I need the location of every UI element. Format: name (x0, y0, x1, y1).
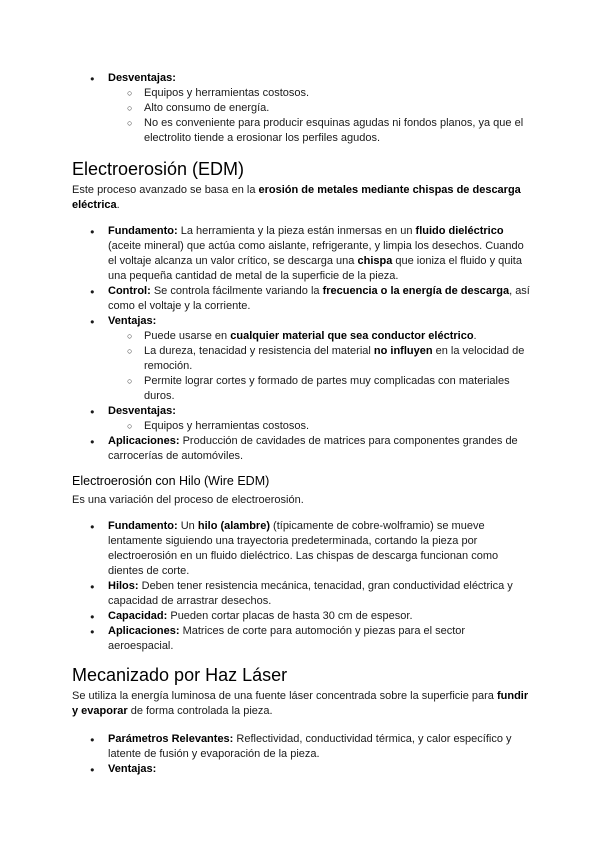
list-item: ○ No es conveniente para producir esquinas agudas ni fondos planos, ya que el electrolito tiende a erosionar los perfiles agudos. (108, 116, 530, 146)
section-intro: Se utiliza la energía luminosa de una fuente láser concentrada sobre la superficie para fundir y evaporar de forma controlada la pieza. (72, 690, 529, 717)
list-item (90, 71, 530, 146)
list-item: ● Ventajas: ○ Puede usarse en cualquier material que sea conductor eléctrico. ○ La dureza, tenacidad y resistencia del material no influyen en la velocidad de remoción. ○ Permite lograr cortes y formado de partes muy complicadas con materiales duros. (90, 314, 530, 404)
list-item: ● Fundamento: Un hilo (alambre) (típicamente de cobre-wolframio) se mueve lentamente siguiendo una trayectoria predeterminada, cortando la pieza por electroerosión en un fluido dieléctrico. Las chispas de descarga funcionan como dientes de corte. (90, 519, 530, 579)
list-item: ● Aplicaciones: Matrices de corte para automoción y piezas para el sector aeroespacial. (90, 624, 530, 654)
subsection-title-wire-edm: Electroerosión con Hilo (Wire EDM) (72, 474, 270, 488)
subsection-intro: Es una variación del proceso de electroerosión. (72, 494, 304, 506)
list-item: ○ Alto consumo de energía. (108, 101, 530, 116)
section-title-laser: Mecanizado por Haz Láser (72, 665, 288, 685)
list-item: ○ Equipos y herramientas costosos. (108, 86, 530, 101)
laser-bullet-list (90, 732, 530, 777)
section-intro: Este proceso avanzado se basa en la erosión de metales mediante chispas de descarga eléctrica. (72, 184, 521, 211)
top-bullet-list (90, 71, 530, 146)
list-item: ● Ventajas: (90, 762, 530, 777)
sub-bullet-list (108, 86, 530, 146)
list-item: ● Control: Se controla fácilmente variando la frecuencia o la energía de descarga, así como el voltaje y la corriente. (90, 284, 530, 314)
section-title-edm: Electroerosión (EDM) (72, 159, 245, 179)
list-item: ○ Puede usarse en cualquier material que sea conductor eléctrico. (108, 329, 530, 344)
list-item: ● Fundamento: La herramienta y la pieza están inmersas en un fluido dieléctrico (aceite mineral) que actúa como aislante, refrigerante, y limpia los desechos. Cuando el voltaje alcanza un valor crítico, se descarga una chispa que ioniza el fluido y quita una pequeña cantidad de metal de la superficie de la pieza. (90, 224, 530, 284)
list-item: ● Aplicaciones: Producción de cavidades de matrices para componentes grandes de carrocerías de automóviles. (90, 434, 530, 464)
list-item: ○ Equipos y herramientas costosos. (108, 419, 530, 434)
list-item: ● Hilos: Deben tener resistencia mecánica, tenacidad, gran conductividad eléctrica y capacidad de arrastrar desechos. (90, 579, 530, 609)
edm-bullet-list (90, 224, 530, 464)
list-item: ● Parámetros Relevantes: Reflectividad, conductividad térmica, y calor específico y latente de fusión y evaporación de la pieza. (90, 732, 530, 762)
sub-bullet-list (108, 419, 530, 434)
list-item: ● Desventajas: ○ Equipos y herramientas costosos. (90, 404, 530, 434)
list-item: ○ La dureza, tenacidad y resistencia del material no influyen en la velocidad de remoción. (108, 344, 530, 374)
wire-bullet-list (90, 519, 530, 654)
list-item: ● Capacidad: Pueden cortar placas de hasta 30 cm de espesor. (90, 609, 530, 624)
sub-bullet-list (108, 329, 530, 404)
desventajas-label: Desventajas: (108, 72, 176, 84)
list-item: ○ Permite lograr cortes y formado de partes muy complicadas con materiales duros. (108, 374, 530, 404)
